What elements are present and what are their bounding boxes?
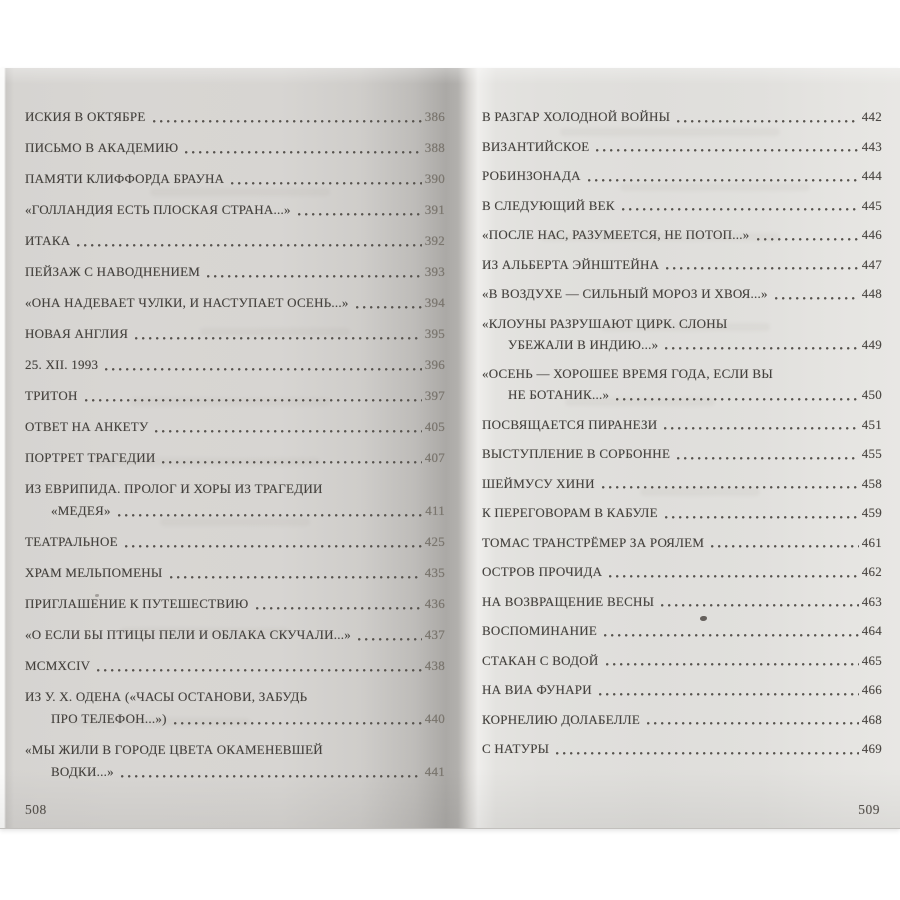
toc-entry-page: 462 — [861, 564, 882, 579]
toc-entry-line — [25, 389, 445, 403]
toc-entry-page: 411 — [425, 503, 445, 518]
toc-entry-line — [25, 234, 445, 248]
toc-entry-title: СТАКАН С ВОДОЙ — [482, 652, 599, 668]
toc-entry-title: ПРИГЛАШЕНИЕ К ПУТЕШЕСТВИЮ — [25, 596, 249, 611]
dot-leader — [162, 461, 421, 464]
toc-entry — [25, 597, 445, 611]
toc-entry-title: «В ВОЗДУХЕ — СИЛЬНЫЙ МОРОЗ И ХВОЯ...» — [482, 286, 768, 301]
toc-entry-line — [482, 447, 882, 461]
toc-entry-page: 469 — [861, 741, 882, 756]
toc-entry-title: УБЕЖАЛИ В ИНДИЮ...» — [508, 336, 659, 352]
toc-entry-line — [482, 683, 882, 697]
toc-entry-line — [482, 565, 882, 579]
toc-entry-line — [25, 712, 445, 726]
toc-entry-title: ВИЗАНТИЙСКОЕ — [482, 138, 590, 154]
toc-entry-page: 388 — [424, 140, 445, 155]
toc-entry-page: 448 — [861, 286, 882, 301]
toc-entry-title: 25. XII. 1993 — [25, 357, 99, 372]
toc-entry-page: 436 — [424, 596, 445, 611]
toc-entry-title: ТРИТОН — [25, 388, 78, 403]
toc-entry — [482, 110, 882, 124]
dot-leader — [356, 306, 422, 309]
toc-entry-title: ШЕЙМУСУ ХИНИ — [482, 475, 595, 491]
toc-entry-page: 445 — [861, 197, 882, 213]
dot-leader — [105, 368, 421, 371]
right-page-number: 509 — [858, 802, 880, 817]
dot-leader — [677, 120, 858, 123]
dot-leader — [666, 267, 858, 270]
toc-entry — [482, 536, 882, 550]
toc-entry — [25, 265, 445, 279]
toc-entry-page: 458 — [861, 475, 882, 491]
toc-entry-page: 390 — [424, 171, 445, 186]
toc-entry-title: ПАМЯТИ КЛИФФОРДА БРАУНА — [25, 171, 225, 186]
toc-entry-line — [482, 287, 882, 301]
toc-entry-page: 444 — [861, 168, 882, 183]
toc-entry-page: 391 — [424, 202, 445, 217]
toc-entry-title: ОСТРОВ ПРОЧИДА — [482, 564, 603, 579]
toc-entry-title: ВОДКИ...» — [51, 764, 114, 779]
dot-leader — [711, 545, 859, 548]
dot-leader — [298, 213, 422, 216]
toc-entry-title: ВОСПОМИНАНИЕ — [482, 623, 598, 638]
toc-entry-line — [482, 713, 882, 727]
dot-leader — [609, 575, 858, 578]
toc-entry-page: 441 — [424, 764, 445, 779]
toc-entry-line — [25, 690, 445, 704]
toc-entry-line — [25, 265, 445, 279]
toc-entry-page: 386 — [424, 109, 445, 124]
toc-entry-line — [25, 110, 445, 124]
dot-leader — [125, 545, 422, 548]
toc-entry — [482, 506, 882, 520]
dot-leader — [77, 244, 421, 247]
toc-entry-title: MCMXCIV — [25, 658, 91, 673]
toc-entry — [25, 420, 445, 434]
dot-leader — [599, 693, 859, 696]
toc-entry-line — [482, 654, 882, 668]
dot-leader — [118, 514, 422, 517]
toc-entry-line — [25, 296, 445, 310]
toc-entry-line — [25, 765, 445, 779]
toc-entry-title: К ПЕРЕГОВОРАМ В КАБУЛЕ — [482, 505, 658, 520]
toc-entry-title: ПОСВЯЩАЕТСЯ ПИРАНЕЗИ — [482, 416, 658, 432]
toc-entry-title: «МЫ ЖИЛИ В ГОРОДЕ ЦВЕТА ОКАМЕНЕВШЕЙ — [25, 742, 323, 757]
toc-entry — [25, 690, 445, 726]
toc-entry — [482, 447, 882, 461]
toc-entry-line — [25, 451, 445, 465]
dot-leader — [606, 663, 859, 666]
toc-entry — [482, 140, 882, 154]
toc-entry-title: ИЗ ЕВРИПИДА. ПРОЛОГ И ХОРЫ ИЗ ТРАГЕДИИ — [25, 481, 323, 496]
dot-leader — [677, 457, 859, 460]
toc-entry-line — [25, 628, 445, 642]
toc-entry-title: ИСКИЯ В ОКТЯБРЕ — [25, 109, 146, 124]
dot-leader — [97, 669, 421, 672]
toc-entry — [25, 743, 445, 779]
dot-leader — [170, 576, 422, 579]
dot-leader — [664, 427, 858, 430]
toc-entry-title: ОТВЕТ НА АНКЕТУ — [25, 419, 149, 434]
toc-entry-page: 393 — [424, 264, 445, 279]
toc-entry — [25, 451, 445, 465]
toc-entry-line — [25, 203, 445, 217]
toc-entry-line — [482, 228, 882, 242]
toc-entry — [482, 595, 882, 609]
toc-entry — [482, 624, 882, 638]
toc-entry-title: «ПОСЛЕ НАС, РАЗУМЕЕТСЯ, НЕ ПОТОП...» — [482, 227, 750, 242]
toc-entry-title: ПРО ТЕЛЕФОН...») — [51, 711, 167, 726]
toc-entry-title: «МЕДЕЯ» — [51, 503, 111, 518]
toc-entry-line — [25, 482, 445, 496]
dot-leader — [153, 120, 422, 123]
toc-entry-title: ТЕАТРАЛЬНОЕ — [25, 534, 118, 549]
toc-entry — [482, 477, 882, 491]
toc-entry-line — [25, 535, 445, 549]
toc-entry-page: 440 — [424, 711, 445, 726]
toc-entry — [482, 742, 882, 756]
toc-entry-title: «ОСЕНЬ — ХОРОШЕЕ ВРЕМЯ ГОДА, ЕСЛИ ВЫ — [482, 366, 773, 381]
dot-leader — [358, 638, 422, 641]
toc-entry-page: 450 — [861, 387, 882, 402]
dot-leader — [155, 430, 421, 433]
toc-entry-page: 455 — [861, 446, 882, 461]
toc-entry-line — [482, 367, 882, 381]
left-page-toc — [25, 110, 445, 796]
toc-entry-line — [25, 172, 445, 186]
toc-entry-title: «ОНА НАДЕВАЕТ ЧУЛКИ, И НАСТУПАЕТ ОСЕНЬ...» — [25, 295, 349, 310]
dot-leader — [556, 752, 858, 755]
toc-entry — [25, 172, 445, 186]
toc-entry-line — [482, 477, 882, 491]
toc-entry-page: 451 — [861, 416, 882, 432]
toc-entry-title: КОРНЕЛИЮ ДОЛАБЕЛЛЕ — [482, 711, 641, 727]
toc-entry-page: 425 — [424, 534, 445, 549]
toc-entry — [25, 535, 445, 549]
dot-leader — [174, 722, 422, 725]
toc-entry-page: 449 — [861, 336, 882, 352]
dot-leader — [85, 399, 422, 402]
toc-entry-title: В РАЗГАР ХОЛОДНОЙ ВОЙНЫ — [482, 109, 671, 124]
dot-leader — [185, 151, 421, 154]
toc-entry-page: 464 — [861, 623, 882, 638]
toc-entry — [25, 358, 445, 372]
toc-entry-line — [25, 566, 445, 580]
toc-entry-title: ИТАКА — [25, 233, 71, 248]
toc-entry-line — [25, 743, 445, 757]
toc-entry — [482, 199, 882, 213]
toc-entry — [482, 367, 882, 402]
toc-entry-title: РОБИНЗОНАДА — [482, 168, 581, 183]
toc-entry — [25, 110, 445, 124]
toc-entry-page: 407 — [424, 450, 445, 465]
toc-entry-page: 437 — [424, 627, 445, 642]
toc-entry — [25, 628, 445, 642]
toc-entry-title: ПОРТРЕТ ТРАГЕДИИ — [25, 450, 156, 465]
toc-entry — [25, 203, 445, 217]
toc-entry-page: 435 — [424, 565, 445, 580]
dot-leader — [121, 775, 422, 778]
toc-entry-page: 466 — [861, 682, 882, 697]
toc-entry-page: 442 — [861, 109, 882, 124]
toc-entry — [25, 566, 445, 580]
toc-entry-title: ПЕЙЗАЖ С НАВОДНЕНИЕМ — [25, 264, 201, 279]
toc-entry — [25, 296, 445, 310]
toc-entry-page: 438 — [424, 658, 445, 673]
toc-entry — [25, 141, 445, 155]
dot-leader — [207, 275, 422, 278]
toc-entry-line — [482, 258, 882, 272]
dot-leader — [616, 398, 859, 401]
toc-entry-title: НЕ БОТАНИК...» — [508, 387, 610, 402]
toc-entry-page: 446 — [861, 227, 882, 242]
right-page-toc — [482, 110, 882, 772]
toc-entry-page: 392 — [424, 233, 445, 248]
toc-entry — [25, 482, 445, 518]
dot-leader — [757, 238, 859, 241]
toc-entry — [482, 683, 882, 697]
dot-leader — [604, 634, 859, 637]
toc-entry-page: 397 — [424, 388, 445, 403]
toc-entry — [482, 317, 882, 352]
toc-entry-line — [25, 420, 445, 434]
toc-entry-line — [25, 141, 445, 155]
toc-entry — [482, 713, 882, 727]
toc-entry-page: 443 — [861, 138, 882, 154]
dot-leader — [588, 179, 859, 182]
toc-entry-page: 463 — [861, 593, 882, 609]
toc-entry-page: 405 — [424, 419, 445, 434]
dot-leader — [596, 149, 858, 152]
toc-entry — [482, 565, 882, 579]
toc-entry-page: 461 — [861, 534, 882, 550]
toc-entry-title: ПИСЬМО В АКАДЕМИЮ — [25, 140, 179, 155]
toc-entry-title: ХРАМ МЕЛЬПОМЕНЫ — [25, 565, 163, 580]
toc-entry-line — [482, 595, 882, 609]
dot-leader — [661, 604, 858, 607]
toc-entry-page: 447 — [861, 256, 882, 272]
dot-leader — [775, 297, 859, 300]
toc-entry — [25, 659, 445, 673]
toc-entry-title: В СЛЕДУЮЩИЙ ВЕК — [482, 197, 615, 213]
toc-entry-title: ИЗ У. Х. ОДЕНА («ЧАСЫ ОСТАНОВИ, ЗАБУДЬ — [25, 689, 308, 704]
toc-entry-title: «О ЕСЛИ БЫ ПТИЦЫ ПЕЛИ И ОБЛАКА СКУЧАЛИ...» — [25, 627, 351, 642]
toc-entry-title: НОВАЯ АНГЛИЯ — [25, 326, 129, 341]
toc-entry-title: НА ВИА ФУНАРИ — [482, 682, 592, 697]
toc-entry — [482, 228, 882, 242]
dot-leader — [665, 347, 858, 350]
toc-entry-line — [25, 659, 445, 673]
toc-entry — [25, 389, 445, 403]
dot-leader — [231, 182, 421, 185]
toc-entry — [25, 234, 445, 248]
dot-leader — [665, 516, 859, 519]
toc-entry-title: ИЗ АЛЬБЕРТА ЭЙНШТЕЙНА — [482, 256, 660, 272]
toc-entry-page: 394 — [424, 295, 445, 310]
toc-entry — [482, 258, 882, 272]
toc-entry-line — [482, 624, 882, 638]
left-page-number: 508 — [25, 802, 47, 817]
toc-entry — [482, 287, 882, 301]
toc-entry-page: 459 — [861, 505, 882, 520]
toc-entry — [482, 418, 882, 432]
toc-entry-title: ВЫСТУПЛЕНИЕ В СОРБОННЕ — [482, 446, 671, 461]
toc-entry-title: ТОМАС ТРАНСТРЁМЕР ЗА РОЯЛЕМ — [482, 534, 705, 550]
dot-leader — [622, 208, 859, 211]
toc-entry-line — [482, 536, 882, 550]
toc-entry-page: 465 — [861, 652, 882, 668]
toc-entry — [482, 654, 882, 668]
toc-entry-line — [482, 140, 882, 154]
toc-entry-page: 396 — [424, 357, 445, 372]
dot-leader — [602, 486, 859, 489]
toc-entry-line — [25, 358, 445, 372]
toc-entry-title: «КЛОУНЫ РАЗРУШАЮТ ЦИРК. СЛОНЫ — [482, 315, 728, 331]
book-spread — [0, 68, 900, 829]
toc-entry — [25, 327, 445, 341]
toc-entry-title: «ГОЛЛАНДИЯ ЕСТЬ ПЛОСКАЯ СТРАНА...» — [25, 202, 291, 217]
toc-entry-line — [25, 597, 445, 611]
toc-entry-line — [25, 504, 445, 518]
dot-leader — [135, 337, 422, 340]
toc-entry-title: С НАТУРЫ — [482, 741, 550, 756]
toc-entry-line — [482, 506, 882, 520]
toc-entry-line — [482, 169, 882, 183]
toc-entry-line — [482, 742, 882, 756]
toc-entry-line — [482, 317, 882, 331]
toc-entry-page: 395 — [424, 326, 445, 341]
dot-leader — [256, 607, 422, 610]
toc-entry — [482, 169, 882, 183]
toc-entry-line — [482, 338, 882, 352]
toc-entry-line — [482, 110, 882, 124]
toc-entry-title: НА ВОЗВРАЩЕНИЕ ВЕСНЫ — [482, 593, 655, 609]
toc-entry-line — [25, 327, 445, 341]
toc-entry-line — [482, 388, 882, 402]
toc-entry-page: 468 — [861, 711, 882, 727]
toc-entry-line — [482, 418, 882, 432]
toc-entry-line — [482, 199, 882, 213]
dot-leader — [647, 722, 859, 725]
